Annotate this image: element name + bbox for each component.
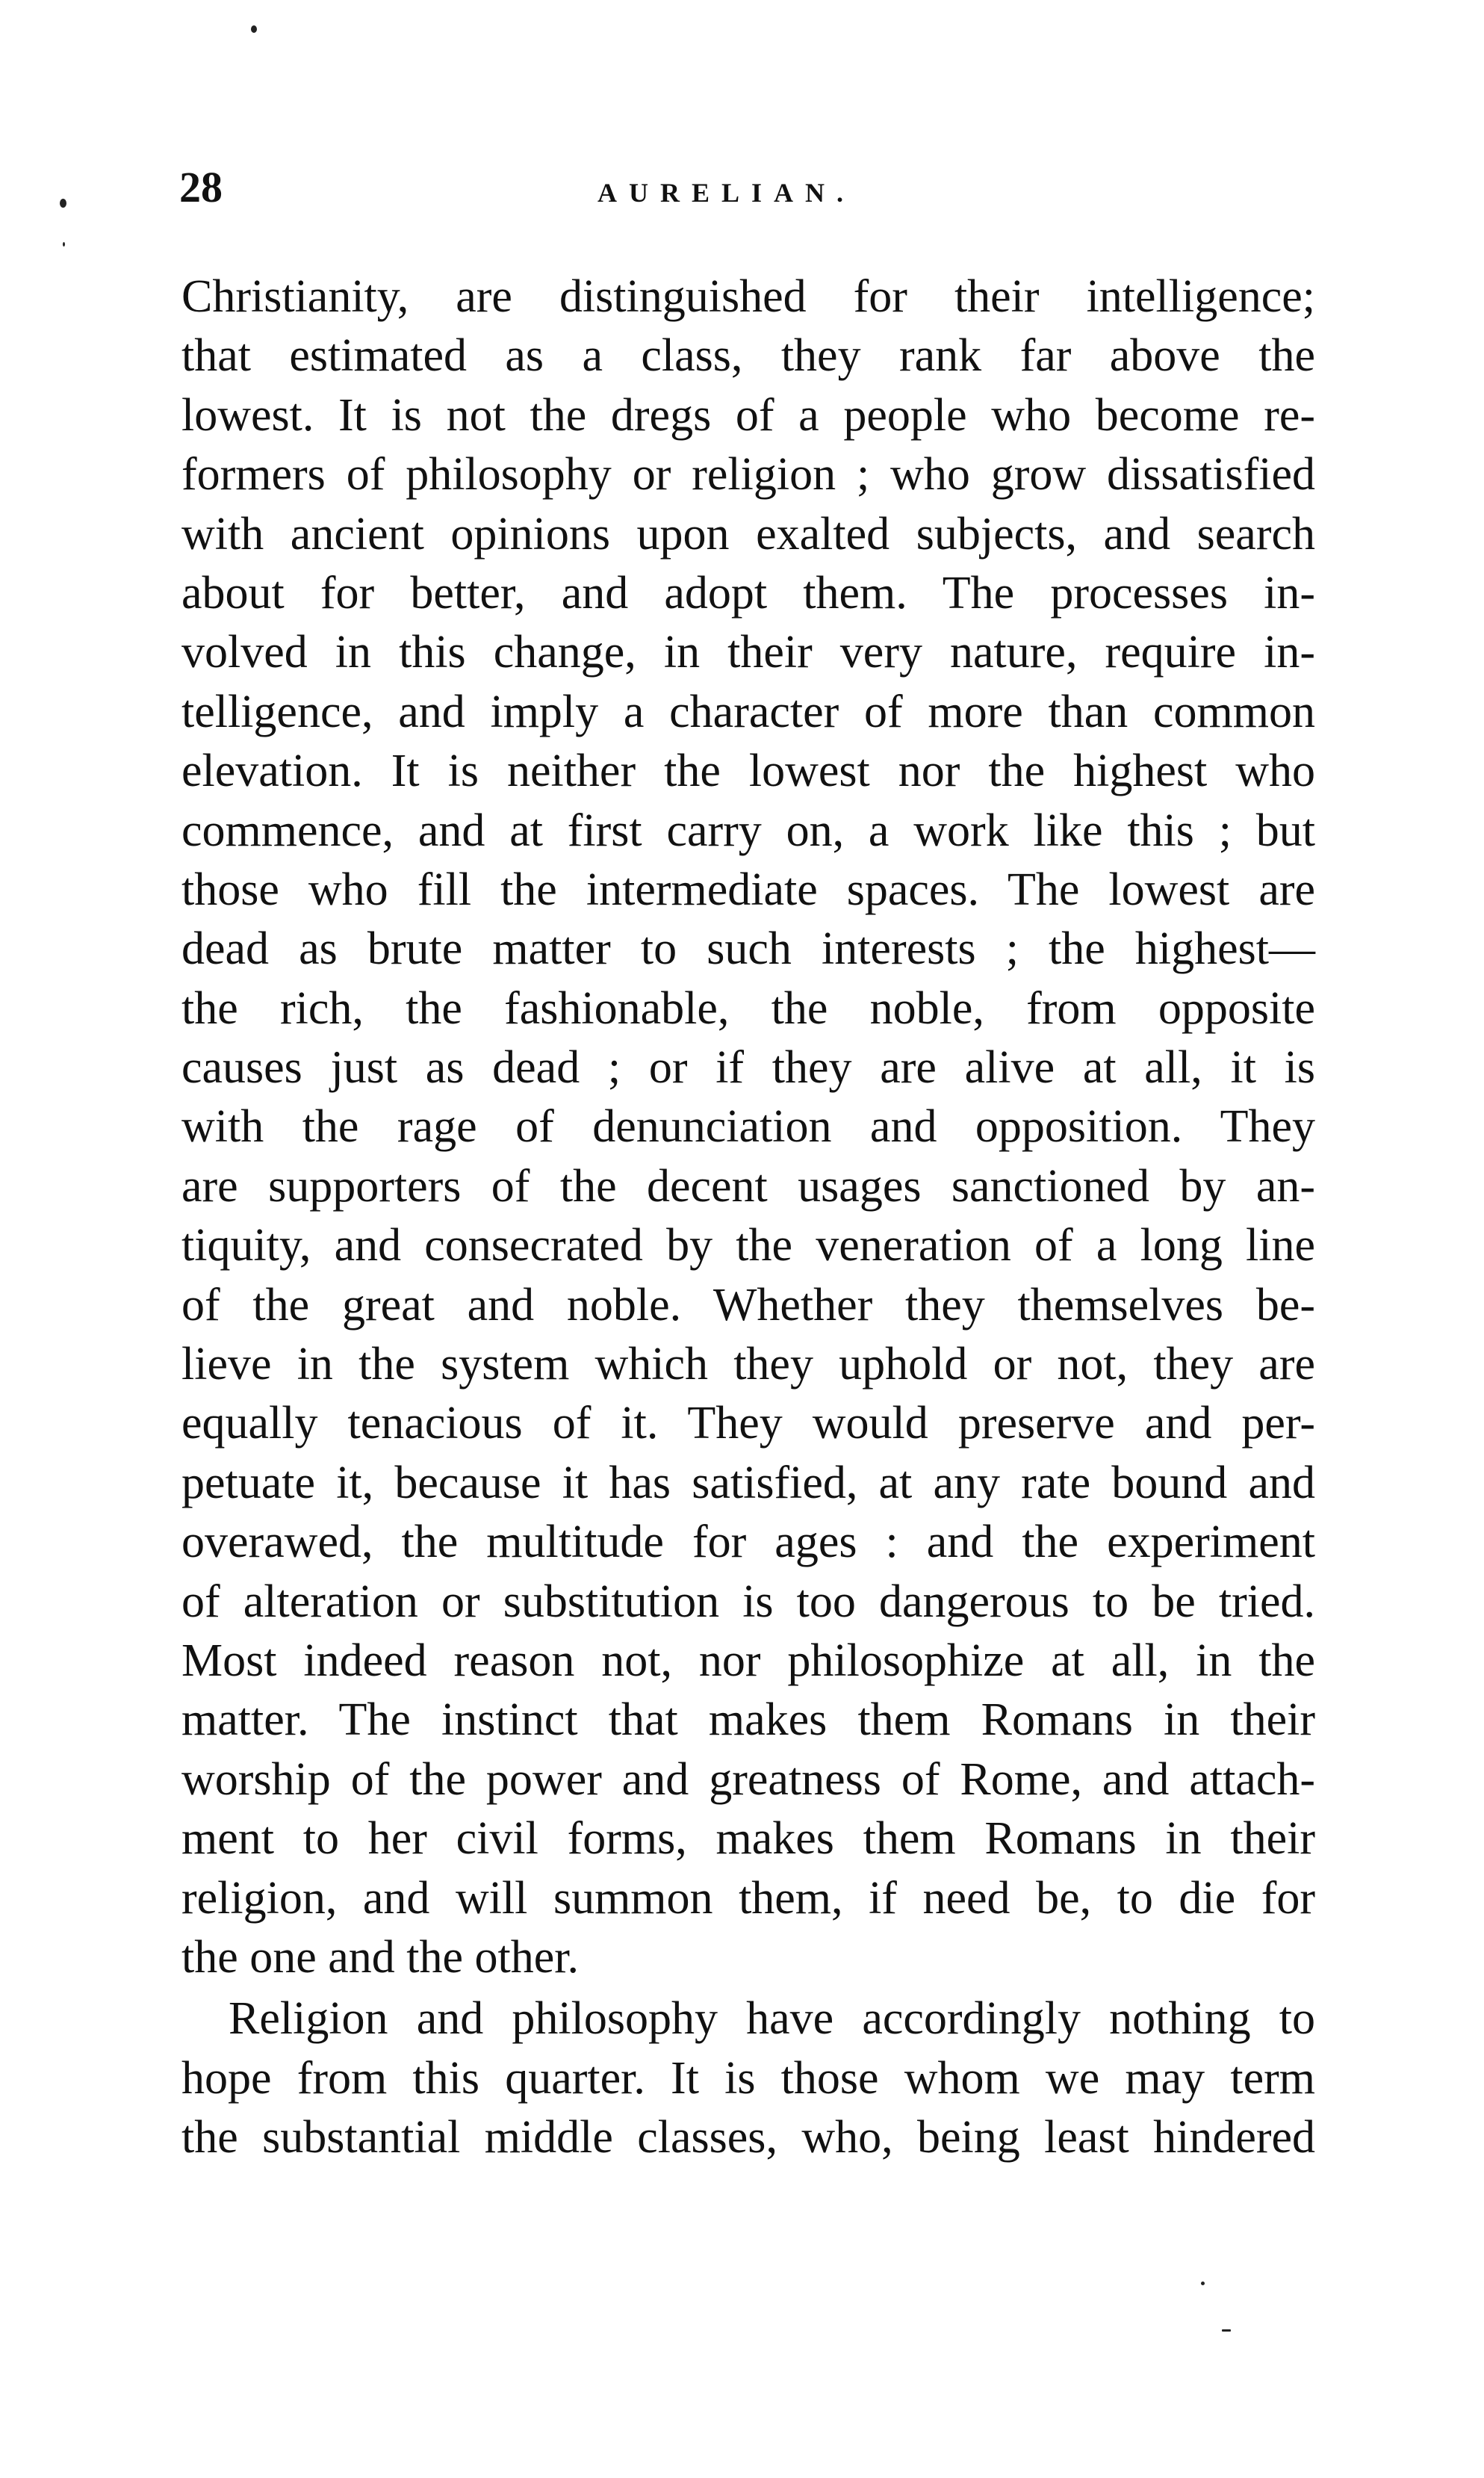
text-line: worship of the power and greatness of Rome, and attach-	[181, 1753, 1315, 1805]
text-line: of the great and noble. Whether they themselves be-	[181, 1279, 1315, 1331]
text-line: telligence, and imply a character of more than common	[181, 686, 1315, 737]
text-line: matter. The instinct that makes them Romans in their	[181, 1694, 1315, 1746]
text-line: Most indeed reason not, nor philosophize at all, in the	[181, 1635, 1315, 1686]
text-line: elevation. It is neither the lowest nor the highest who	[181, 746, 1315, 797]
text-line: about for better, and adopt them. The processes in-	[181, 567, 1315, 619]
text-line: formers of philosophy or religion ; who grow dissatisfied	[181, 449, 1315, 501]
text-line: those who fill the intermediate spaces. The lowest are	[181, 864, 1315, 915]
text-line: overawed, the multitude for ages : and the experiment	[181, 1517, 1315, 1568]
stray-ink-mark	[63, 242, 65, 247]
page-number: 28	[179, 163, 223, 211]
text-line: the one and the other.	[181, 1931, 579, 1983]
text-line: with the rage of denunciation and opposition. They	[181, 1101, 1315, 1153]
text-line: dead as brute matter to such interests ; the highest—	[181, 923, 1315, 975]
text-line: that estimated as a class, they rank far above the	[181, 330, 1315, 382]
body-text	[181, 267, 1315, 2168]
stray-ink-mark	[1201, 2282, 1205, 2285]
text-line: causes just as dead ; or if they are alive at all, it is	[181, 1042, 1315, 1094]
text-line: commence, and at first carry on, a work like this ; but	[181, 805, 1315, 856]
text-line: the rich, the fashionable, the noble, from opposite	[181, 982, 1315, 1034]
stray-ink-mark	[251, 25, 257, 33]
text-line: of alteration or substitution is too dangerous to be tried.	[181, 1576, 1315, 1627]
running-title: AURELIAN.	[597, 178, 856, 208]
text-line: with ancient opinions upon exalted subjects, and search	[181, 508, 1315, 560]
stray-ink-mark	[60, 199, 66, 208]
text-line: Religion and philosophy have accordingly nothing to	[229, 1993, 1315, 2045]
text-line: are supporters of the decent usages sanctioned by an-	[181, 1160, 1315, 1212]
text-line: lieve in the system which they uphold or not, they are	[181, 1339, 1315, 1390]
text-line: hope from this quarter. It is those whom we may term	[181, 2052, 1315, 2104]
text-line: ment to her civil forms, makes them Romans in their	[181, 1813, 1315, 1865]
text-line: volved in this change, in their very nature, require in-	[181, 627, 1315, 678]
text-line: tiquity, and consecrated by the veneration of a long line	[181, 1220, 1315, 1271]
text-line: lowest. It is not the dregs of a people who become re-	[181, 389, 1315, 441]
text-line: religion, and will summon them, if need be, to die for	[181, 1872, 1315, 1924]
text-line: equally tenacious of it. They would preserve and per-	[181, 1398, 1315, 1449]
text-line: petuate it, because it has satisfied, at any rate bound and	[181, 1457, 1315, 1508]
text-line: the substantial middle classes, who, being least hindered	[181, 2112, 1315, 2163]
stray-ink-mark	[1222, 2329, 1231, 2332]
text-line: Christianity, are distinguished for their intelligence;	[181, 271, 1315, 322]
